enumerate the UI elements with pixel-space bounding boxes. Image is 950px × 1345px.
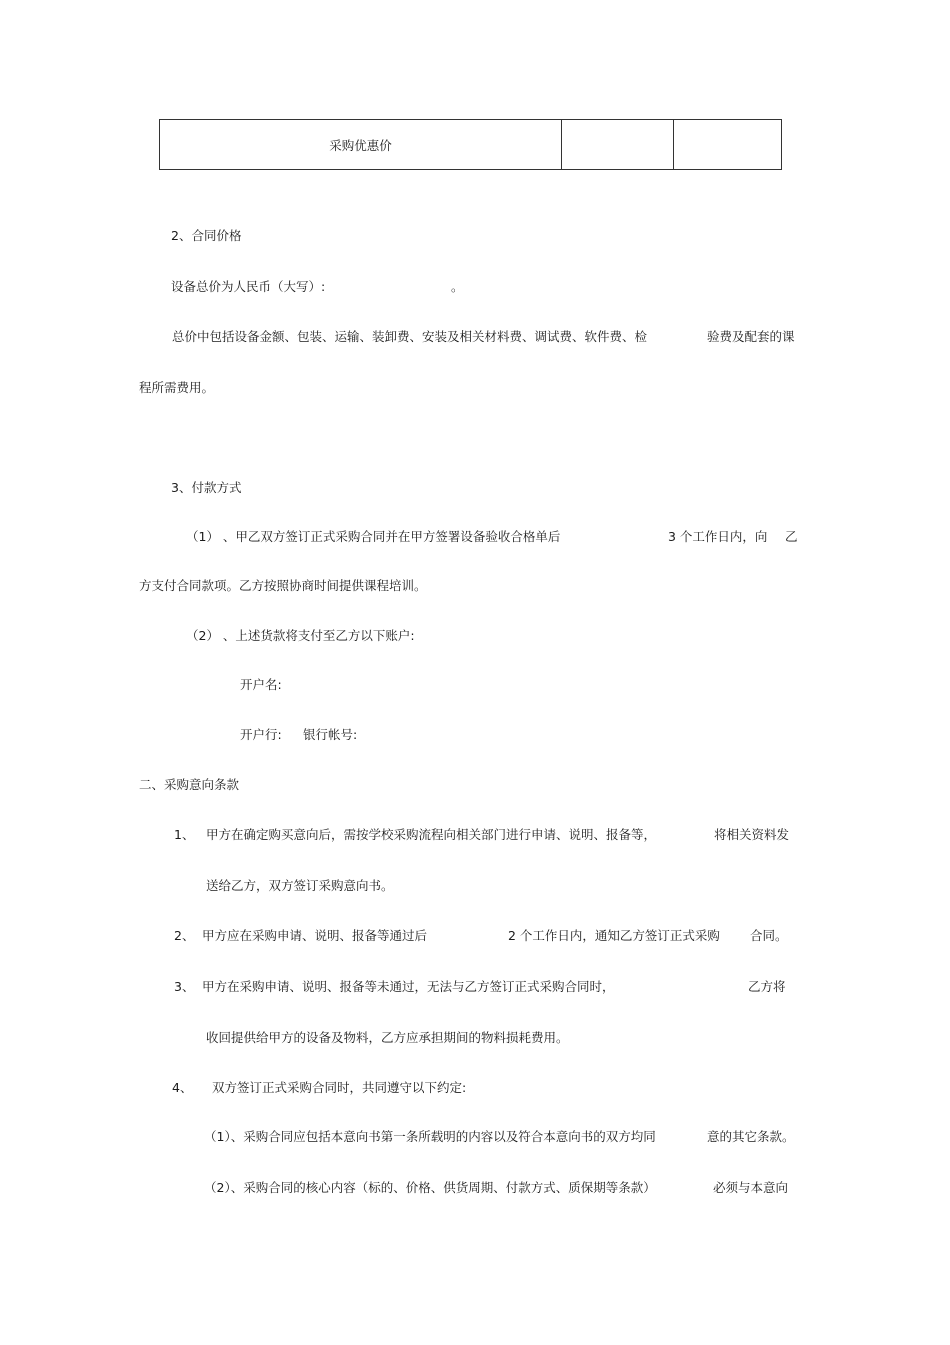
table-row (160, 120, 782, 170)
clause-text: 2 个工作日内，通知乙方签订正式采购 (508, 928, 720, 943)
clause-text: 将相关资料发 (714, 827, 790, 842)
clause-text: 乙方将 (748, 979, 786, 994)
section-2-heading: 二、采购意向条款 (139, 777, 240, 792)
clause-text: 收回提供给甲方的设备及物料，乙方应承担期间的物料损耗费用。 (206, 1030, 569, 1045)
price-table (159, 119, 782, 170)
account-number-label: 银行帐号: (303, 727, 358, 742)
clause-number: 1、 (174, 827, 195, 842)
clause-text: 合同。 (750, 928, 788, 943)
sub-clause-text: 意的其它条款。 (707, 1129, 795, 1144)
payment-heading: 3、付款方式 (171, 480, 242, 495)
bank-label: 开户行: (240, 727, 282, 742)
sub-clause-text: （1）、采购合同应包括本意向书第一条所载明的内容以及符合本意向书的双方均同 (204, 1129, 656, 1144)
total-price-end: 。 (451, 279, 464, 294)
price-includes-text: 验费及配套的课 (707, 329, 795, 344)
price-includes-text: 程所需费用。 (139, 380, 215, 395)
clause-text: 甲方在确定购买意向后，需按学校采购流程向相关部门进行申请、说明、报备等， (206, 827, 657, 842)
clause-text: 送给乙方，双方签订采购意向书。 (206, 878, 394, 893)
contract-price-heading: 2、合同价格 (171, 228, 242, 243)
clause-text: 甲方应在采购申请、说明、报备等通过后 (202, 928, 428, 943)
payment-item-1: （1） 、甲乙双方签订正式采购合同并在甲方签署设备验收合格单后 (186, 529, 561, 544)
price-table-cell (674, 120, 782, 170)
payment-item-1: 方支付合同款项。乙方按照协商时间提供课程培训。 (139, 578, 427, 593)
price-table-label-cell: 采购优惠价 (160, 120, 562, 170)
price-includes-text: 总价中包括设备金额、包装、运输、装卸费、安装及相关材料费、调试费、软件费、检 (172, 329, 648, 344)
clause-text: 甲方在采购申请、说明、报备等未通过，无法与乙方签订正式采购合同时， (202, 979, 615, 994)
clause-number: 3、 (174, 979, 195, 994)
total-price-label: 设备总价为人民币（大写）: (171, 279, 326, 294)
payment-item-2: （2） 、上述货款将支付至乙方以下账户: (186, 628, 415, 643)
payment-item-1: 乙 (785, 529, 798, 544)
sub-clause-text: （2）、采购合同的核心内容（标的、价格、供货周期、付款方式、质保期等条款） (204, 1180, 656, 1195)
sub-clause-text: 必须与本意向 (713, 1180, 789, 1195)
price-table-cell (562, 120, 674, 170)
clause-number: 4、 (172, 1080, 193, 1095)
account-name-label: 开户名: (240, 677, 282, 692)
clause-number: 2、 (174, 928, 195, 943)
payment-item-1: 3 个工作日内，向 (668, 529, 768, 544)
clause-text: 双方签订正式采购合同时，共同遵守以下约定: (212, 1080, 467, 1095)
